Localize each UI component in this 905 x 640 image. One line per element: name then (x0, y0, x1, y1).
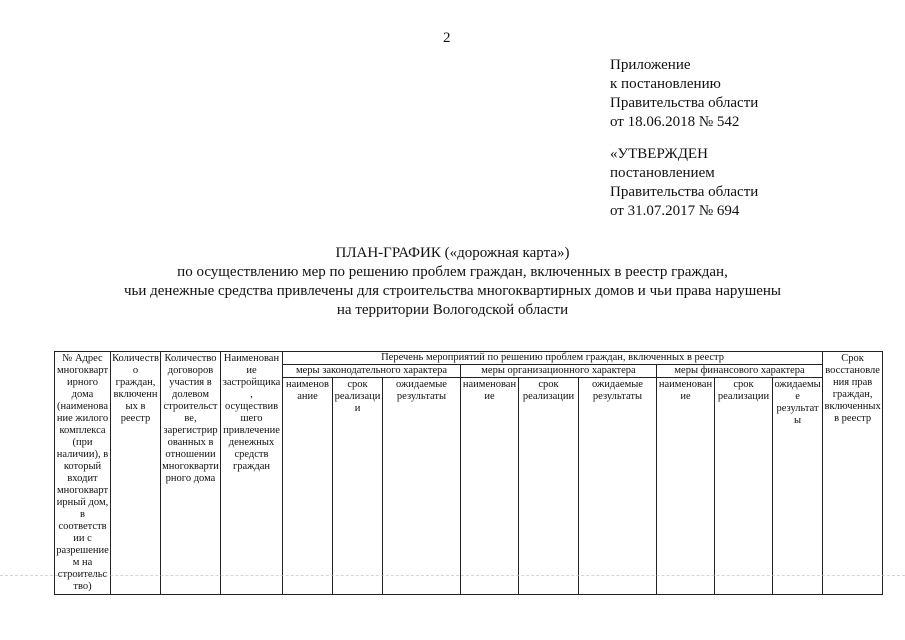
financial-results: ожидаемые результаты (773, 378, 823, 595)
title-line: ПЛАН-ГРАФИК («дорожная карта») (335, 245, 570, 261)
col-measures-header: Перечень мероприятий по решению проблем граждан, включенных в реестр (283, 352, 823, 365)
approved-line: «УТВЕРЖДЕН (610, 146, 708, 162)
title-line: на территории Вологодской области (336, 302, 569, 318)
title-line: чьи денежные средства привлечены для строительства многоквартирных домов и чьи права нарушены (123, 283, 782, 299)
appendix-line: от 18.06.2018 № 542 (610, 114, 740, 130)
appendix-line: к постановлению (610, 76, 721, 92)
col-citizens-count: Количество граждан, включенных в реестр (111, 352, 161, 595)
document-title (0, 244, 905, 320)
financial-term: срок реализации (715, 378, 773, 595)
col-developer: Наименование застройщика, осуществившего привлечение денежных средств граждан (221, 352, 283, 595)
legislative-term: срок реализации (333, 378, 383, 595)
group-financial: меры финансового характера (657, 365, 823, 378)
approved-line: от 31.07.2017 № 694 (610, 203, 740, 219)
appendix-line: Правительства области (610, 95, 759, 111)
appendix-block (610, 56, 758, 132)
col-number-address: № Адрес многоквартирного дома (наименование жилого комплекса (при наличии), в который входит многоквартирный дом, в соответствии с разрешением на строительство) (55, 352, 111, 595)
organizational-term: срок реализации (519, 378, 579, 595)
approved-block (610, 145, 758, 221)
title-line: по осуществлению мер по решению проблем граждан, включенных в реестр граждан, (177, 264, 728, 280)
approved-line: постановлением (610, 165, 715, 181)
col-restore-term: Срок восстановления прав граждан, включенных в реестр (823, 352, 883, 595)
appendix-line: Приложение (610, 57, 691, 73)
group-legislative: меры законодательного характера (283, 365, 461, 378)
financial-name: наименование (657, 378, 715, 595)
legislative-name: наименование (283, 378, 333, 595)
plan-table (54, 351, 883, 595)
page-number: 2 (443, 30, 451, 46)
group-organizational: меры организационного характера (461, 365, 657, 378)
organizational-results: ожидаемые результаты (579, 378, 657, 595)
legislative-results: ожидаемые результаты (383, 378, 461, 595)
scan-edge-line (0, 575, 905, 576)
organizational-name: наименование (461, 378, 519, 595)
col-contracts-count: Количество договоров участия в долевом строительстве, зарегистрированных в отношении многоквартирного дома (161, 352, 221, 595)
approved-line: Правительства области (610, 184, 759, 200)
